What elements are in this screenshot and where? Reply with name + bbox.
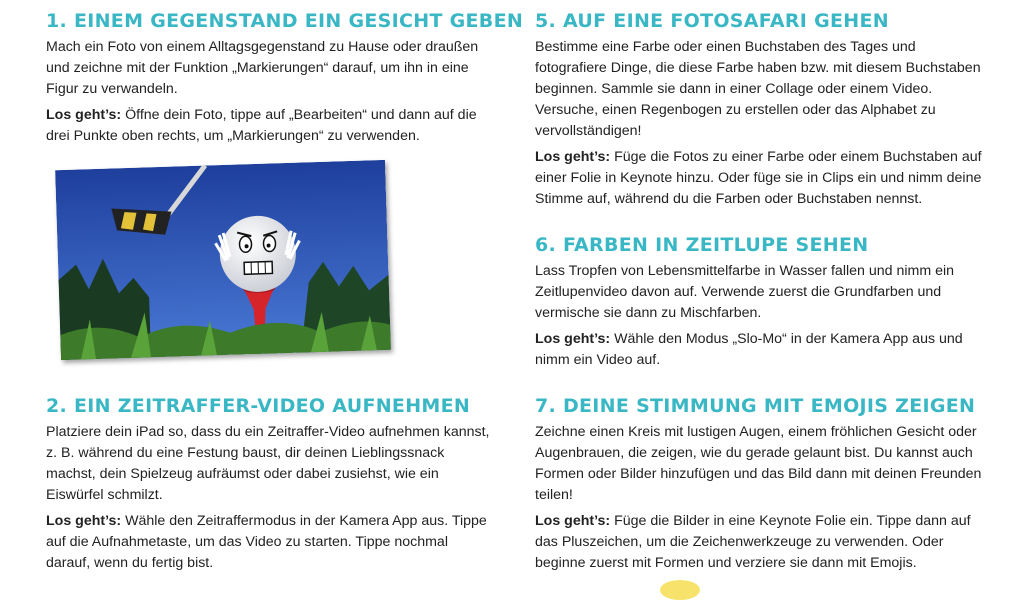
section-5 [535, 10, 985, 210]
decorative-yellow-shape [660, 580, 700, 600]
section-7-howto-text: Füge die Bilder in eine Keynote Folie ein. Tippe dann auf das Pluszeichen, um die Zeichenwerkzeuge zu verwenden. Oder beginne zuerst mit Formen und verziere sie dann mit Emojis. [535, 513, 971, 571]
section-5-body: Bestimme eine Farbe oder einen Buchstaben des Tages und fotografiere Dinge, die diese Farbe haben bzw. mit diesem Buchstaben beginnen. Sammle sie dann in einer Collage oder einem Video. Versuche, einen Regenbogen zu erstellen oder das Alphabet zu vervollständigen! [535, 37, 985, 142]
section-2 [46, 395, 491, 574]
section-5-howto-label: Los geht’s: [535, 149, 610, 165]
section-2-howto-label: Los geht’s: [46, 513, 121, 529]
section-1-howto-text: Öffne dein Foto, tippe auf „Bearbeiten“ und dann auf die drei Punkte oben rechts, um „Markierungen“ zu verwenden. [46, 107, 477, 144]
section-6-body: Lass Tropfen von Lebensmittelfarbe in Wasser fallen und nimm ein Zeitlupenvideo davon auf. Verwende zuerst die Grundfarben und vermische sie dann zu Mischfarben. [535, 261, 985, 324]
section-6-howto-text: Wähle den Modus „Slo-Mo“ in der Kamera App aus und nimm ein Video auf. [535, 331, 963, 368]
section-1-howto [46, 105, 491, 147]
section-1-body: Mach ein Foto von einem Alltagsgegenstand zu Hause oder draußen und zeichne mit der Funktion „Markierungen“ darauf, um ihn in eine Figur zu verwandeln. [46, 37, 491, 100]
section-5-howto [535, 147, 985, 210]
section-6-howto [535, 329, 985, 371]
section-2-howto-text: Wähle den Zeitraffermodus in der Kamera App aus. Tippe auf die Aufnahmetaste, um das Video zu starten. Tippe nochmal darauf, wenn du fertig bist. [46, 513, 487, 571]
section-2-howto [46, 511, 491, 574]
section-1-heading: 1. EINEM GEGENSTAND EIN GESICHT GEBEN [46, 10, 491, 32]
section-6-heading: 6. FARBEN IN ZEITLUPE SEHEN [535, 234, 985, 256]
section-6 [535, 234, 985, 371]
section-7-body: Zeichne einen Kreis mit lustigen Augen, einem fröhlichen Gesicht oder Augenbrauen, die zeigen, wie du gerade gelaunt bist. Du kannst auch Formen oder Bilder hinzufügen und das Bild dann mit deinen Freunden teilen! [535, 422, 985, 506]
section-2-heading: 2. EIN ZEITRAFFER-VIDEO AUFNEHMEN [46, 395, 491, 417]
section-7-heading: 7. DEINE STIMMUNG MIT EMOJIS ZEIGEN [535, 395, 985, 417]
section-1-howto-label: Los geht’s: [46, 107, 121, 123]
section-6-howto-label: Los geht’s: [535, 331, 610, 347]
golf-ball-with-drawn-face-image [55, 160, 391, 360]
section-5-heading: 5. AUF EINE FOTOSAFARI GEHEN [535, 10, 985, 32]
section-2-body: Platziere dein iPad so, dass du ein Zeitraffer-Video aufnehmen kannst, z. B. während du eine Festung baust, dir deinen Lieblingssnack machst, dein Spielzeug aufräumst oder dabei zusiehst, wie ein Eiswürfel schmilzt. [46, 422, 491, 506]
section-7-howto [535, 511, 985, 574]
section-7-howto-label: Los geht’s: [535, 513, 610, 529]
section-7 [535, 395, 985, 574]
section-5-howto-text: Füge die Fotos zu einer Farbe oder einem Buchstaben auf einer Folie in Keynote hinzu. Oder füge sie in Clips ein und nimm deine Stimme auf, während du die Farben oder Buchstaben nennst. [535, 149, 982, 207]
section-1 [46, 10, 491, 147]
